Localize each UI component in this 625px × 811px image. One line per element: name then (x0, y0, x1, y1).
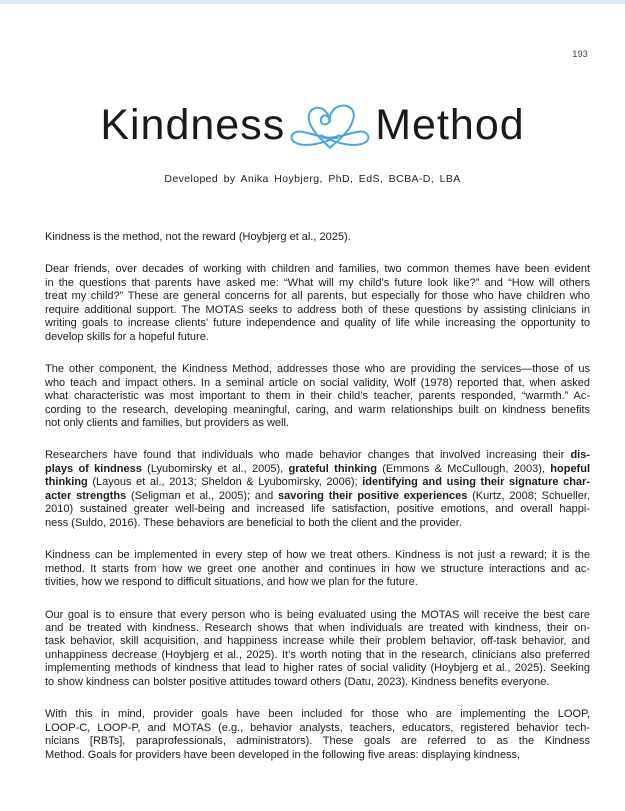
text-line: writing goals to increase clients’ future independence and quality of life while increasing the opportunity to (45, 317, 590, 330)
text-line: ness (Suldo, 2016). These behaviors are beneficial to both the client and the provider. (45, 516, 462, 529)
text-line: plays of kindness (Lyubomirsky et al., 2005), grateful thinking (Emmons & McCullough, 2003), hopeful (45, 462, 590, 475)
text-line: require additional support. The MOTAS seeks to address both of these questions by assisting clinicians in (45, 303, 590, 316)
title-word-kindness: Kindness (100, 100, 286, 149)
paragraph (45, 231, 590, 244)
text-line: tivities, how we respond to difficult situations, and how we plan for the future. (45, 576, 418, 589)
text-line: Kindness is the method, not the reward (Hoybjerg et al., 2025). (45, 231, 351, 243)
text-line: treat my child?” These are general concerns for all parents, but especially for those who have children who (45, 290, 590, 303)
text-line: not only clients and families, but providers as well. (45, 416, 289, 429)
text-line: what characteristic was most important to them in their child’s teacher, parents responded, “warmth.” Ac- (45, 390, 590, 403)
page-number: 193 (572, 49, 588, 59)
text-line: unhappiness decrease (Hoybjerg et al., 2025). It’s worth noting that in the research, clinicians also preferred (45, 648, 590, 661)
text-line: Dear friends, over decades of working with children and families, two common themes have been evident (45, 263, 590, 276)
text-line: LOOP-C, LOOP-P, and MOTAS (e.g., behavior analysts, teachers, educators, registered behavior tech- (45, 721, 590, 734)
text-line: Our goal is to ensure that every person who is being evaluated using the MOTAS will receive the best care (45, 608, 590, 621)
document-body (45, 231, 590, 762)
text-line: The other component, the Kindness Method, addresses those who are providing the services—those of us (45, 363, 590, 376)
title-word-method: Method (375, 100, 525, 149)
text-line: implementing methods of kindness that lead to higher rates of social validity (Hoybjerg et al., 2025). Seeking (45, 662, 590, 675)
paragraph (45, 549, 590, 589)
text-line: cording to the research, developing meaningful, caring, and warm relationships built on kindness benefits (45, 403, 590, 416)
text-line: acter strengths (Seligman et al., 2005); and savoring their positive experiences (Kurtz, 2008; Schueller, (45, 489, 590, 502)
paragraph (45, 263, 590, 344)
text-line: to show kindness can bolster positive attitudes toward others (Datu, 2023). Kindness benefits everyone. (45, 675, 550, 688)
text-line: task behavior, skill acquisition, and happiness increase while their problem behavior, off-task behavior, and (45, 635, 590, 648)
text-line: Kindness can be implemented in every step of how we treat others. Kindness is not just a reward; it is the (45, 549, 590, 562)
page-title (0, 92, 625, 158)
subtitle-byline: Developed by Anika Hoybjerg, PhD, EdS, BCBA-D, LBA (164, 173, 461, 185)
text-line: develop skills for a hopeful future. (45, 330, 209, 343)
text-line: Method. Goals for providers have been developed in the following five areas: displaying kindness, (45, 748, 521, 761)
text-line: 2010) sustained greater well-being and increased life satisfaction, positive emotions, and overall happi- (45, 503, 590, 516)
paragraph (45, 609, 590, 690)
text-line: thinking (Layous et al., 2013; Sheldon & Lyubomirsky, 2006); identifying and using their signature char- (45, 476, 590, 489)
text-line: With this in mind, provider goals have been included for those who are implementing the LOOP, (45, 708, 590, 721)
paragraph (45, 449, 590, 530)
text-line: nicians [RBTs], paraprofessionals, administrators). These goals are referred to as the Kindness (45, 735, 590, 748)
text-line: Researchers have found that individuals who made behavior changes that involved increasing their dis- (45, 449, 590, 462)
text-line: and be treated with kindness. Research shows that when individuals are treated with kindness, their on- (45, 621, 590, 634)
paragraph (45, 363, 590, 430)
text-line: method. It starts from how we greet one another and continues in how we structure interactions and ac- (45, 562, 590, 575)
text-line: who teach and impact others. In a seminal article on social validity, Wolf (1978) reported that, when asked (45, 376, 590, 389)
heart-flourish-icon (286, 90, 374, 156)
paragraph (45, 708, 590, 762)
text-line: in the questions that parents have asked me: “What will my child’s future look like?” and “How will others (45, 276, 590, 289)
top-accent-strip (0, 0, 625, 4)
